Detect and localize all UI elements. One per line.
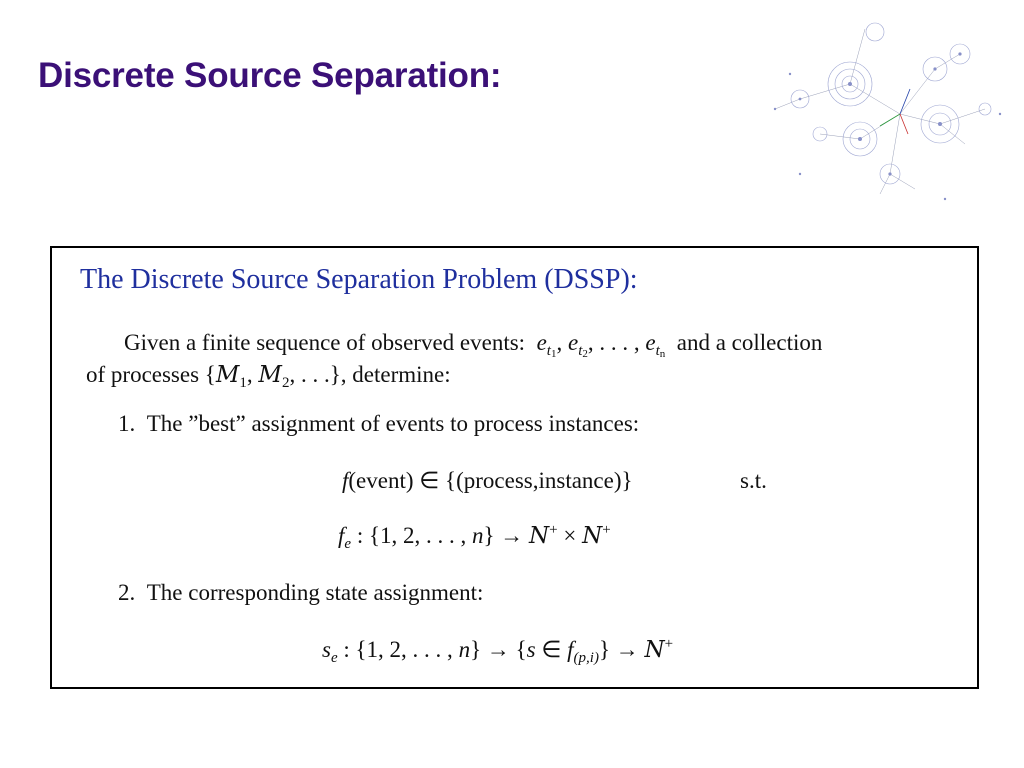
processes-suffix: , determine: bbox=[340, 362, 451, 387]
item1-number: 1. bbox=[118, 411, 136, 436]
item2-text: The corresponding state assignment: bbox=[146, 580, 484, 605]
dssp-definition-box bbox=[50, 246, 979, 689]
given-line bbox=[124, 330, 822, 360]
process-set-formula: {$M_1$, $M_2$, . . .} bbox=[204, 362, 341, 391]
fe-mapping-formula: $f_e$ : {1, 2, . . . , n} → N+ × N+ bbox=[338, 522, 611, 552]
processes-line bbox=[86, 362, 451, 392]
slide-title: Discrete Source Separation: bbox=[38, 56, 502, 95]
item1-text: The ”best” assignment of events to process instances: bbox=[146, 411, 640, 436]
event-sequence-formula: $e_{t1}$, $e_{t2}$, . . . , $e_{tn}$ bbox=[536, 330, 666, 360]
processes-prefix: of processes bbox=[86, 362, 200, 387]
list-item-1 bbox=[118, 411, 639, 437]
assignment-formula: f(event) ∈ {(process,instance)} bbox=[342, 468, 633, 493]
network-graph-image bbox=[760, 14, 1010, 210]
item2-number: 2. bbox=[118, 580, 136, 605]
box-heading: The Discrete Source Separation Problem (DSSP): bbox=[80, 264, 638, 295]
given-prefix: Given a finite sequence of observed events: bbox=[124, 330, 526, 355]
se-mapping-formula: $s_e$ : {1, 2, . . . , n} → {s ∈ $f_{(p,i)}\} \to N^+$ bbox=[322, 636, 674, 666]
such-that-label: s.t. bbox=[740, 468, 767, 493]
given-suffix: and a collection bbox=[676, 330, 823, 355]
list-item-2 bbox=[118, 580, 483, 606]
